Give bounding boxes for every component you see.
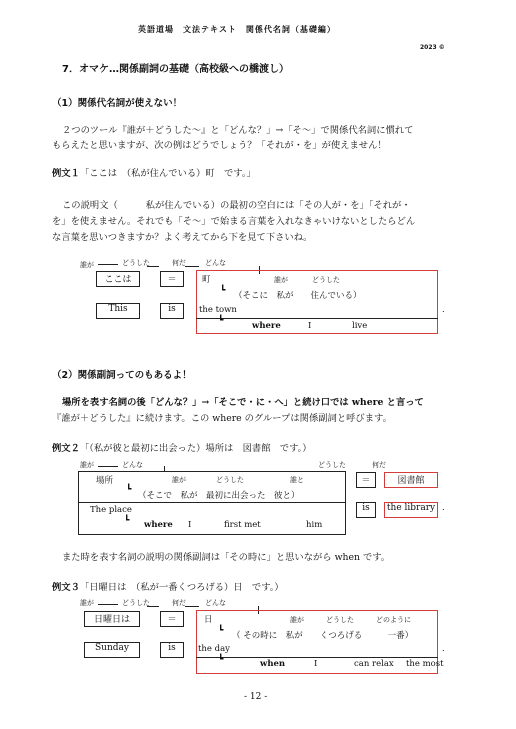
example1-heading xyxy=(52,165,256,179)
label-what: 何だ xyxy=(372,461,386,469)
period: . xyxy=(442,644,445,654)
corner-mark: ┗ xyxy=(218,655,224,665)
example3-heading xyxy=(52,579,284,593)
jp-clause: （そこに 私が 住んでいる） xyxy=(234,291,362,301)
sub-label-did: どうした xyxy=(216,476,244,484)
sub-label-who: 誰が xyxy=(172,476,186,484)
en-noun: the day xyxy=(198,644,230,654)
label-did: どうした xyxy=(318,461,346,469)
en-relative-word: when xyxy=(260,659,286,669)
label-who: 誰が xyxy=(80,599,94,607)
label-how: どんな xyxy=(205,259,226,267)
sub-label-who: 誰が xyxy=(290,616,304,624)
example1-label: 例文１ xyxy=(52,168,80,179)
label-what: 何だ xyxy=(172,599,186,607)
corner-mark: ┗ xyxy=(218,626,224,636)
corner-mark: ┗ xyxy=(126,485,132,495)
label-how: どんな xyxy=(122,461,143,469)
explanation-line2: を」を使えません。それでも「そ～」で始まる言葉を入れなきゃいけないとしたらどん xyxy=(52,216,416,227)
en-verb-box: is xyxy=(160,303,184,319)
en-relative-word: where xyxy=(252,321,281,331)
explanation-line1: この説明文（ 私が住んでいる）の最初の空白には「その人が・を」「それが・ xyxy=(62,200,411,211)
part1-paragraph-line2: もらえたと思いますが、次の例はどうでしょう？「それが・を」が使えません！ xyxy=(52,140,387,151)
example2-text: 「（私が彼と最初に出会った）場所は 図書館 です。） xyxy=(79,443,312,454)
en-word: him xyxy=(306,520,323,530)
label-who: 誰が xyxy=(80,261,94,269)
en-noun: the town xyxy=(199,305,237,315)
jp-clause: （ その時に 私が くつろげる 一番） xyxy=(232,631,414,641)
example1-text: 「ここは （私が住んでいる）町 です。」 xyxy=(79,168,256,179)
sub-label-with: 誰と xyxy=(290,476,304,484)
label-did: どうした xyxy=(122,259,150,267)
label-did: どうした xyxy=(122,599,150,607)
part2-paragraph-line2: 『誰が＋どうした』に続けます。この where のグループは関係副詞と呼びます。 xyxy=(52,413,392,424)
jp-noun: 場所 xyxy=(96,476,114,486)
document-header: 英語道場 文法テキスト 関係代名詞（基礎編） xyxy=(138,25,336,34)
en-word: I xyxy=(188,520,192,530)
en-word: live xyxy=(352,321,368,331)
en-word: first met xyxy=(224,520,261,530)
example2-label: 例文２ xyxy=(52,443,80,454)
jp-equal-box: ＝ xyxy=(160,271,184,287)
en-word: the most xyxy=(406,659,444,669)
page-number: - 12 - xyxy=(244,692,268,702)
jp-subject-box: 日曜日は xyxy=(84,611,140,627)
jp-pred-box: 図書館 xyxy=(384,472,438,488)
part1-paragraph-line1: ２つのツール『誰が＋どうした～』と「どんな？」→「そ～」で関係代名詞に慣れて xyxy=(62,125,414,136)
jp-equal-box: ＝ xyxy=(356,472,376,488)
jp-equal-box: ＝ xyxy=(160,611,184,627)
en-pred-box: the library xyxy=(384,502,438,518)
en-verb-box: is xyxy=(356,502,376,518)
explanation-line3: な言葉を思いつきますか？よく考えてから下を見て下さいね。 xyxy=(52,232,313,243)
example3-label: 例文３ xyxy=(52,582,80,593)
sub-label-who: 誰が xyxy=(274,276,288,284)
jp-noun: 町 xyxy=(202,275,211,285)
example3-text: 「日曜日は （私が一番くつろげる）日 です。） xyxy=(79,582,284,593)
copyright-year: 2023 © xyxy=(420,44,445,51)
en-subject-box: Sunday xyxy=(84,642,140,658)
part2-paragraph-line1: 場所を表す名詞の後「どんな？」→「そこで・に・へ」と続け口では where と言って xyxy=(62,397,424,408)
example2-heading xyxy=(52,440,312,454)
corner-mark: ┗ xyxy=(124,516,130,526)
jp-noun: 日 xyxy=(204,615,213,625)
en-noun: The place xyxy=(90,505,132,515)
part2-after-text: また時を表す名詞の説明の関係副詞は「その時に」と思いながら when です。 xyxy=(62,552,391,563)
section-title: 7．オマケ…関係副詞の基礎（高校級への橋渡し） xyxy=(62,64,289,75)
jp-subject-box: ここは xyxy=(96,271,140,287)
jp-clause: （そこで 私が 最初に出会った 彼と） xyxy=(138,491,300,501)
label-what: 何だ xyxy=(172,259,186,267)
en-verb-box: is xyxy=(160,642,184,658)
sub-label-did: どうした xyxy=(312,276,340,284)
sub-label-manner: どのように xyxy=(376,616,411,624)
en-word: I xyxy=(308,321,312,331)
en-relative-word: where xyxy=(144,520,173,530)
label-how: どんな xyxy=(205,599,226,607)
corner-mark: ┗ xyxy=(220,286,226,296)
period: . xyxy=(442,503,445,513)
sub-label-did: どうした xyxy=(326,616,354,624)
label-who: 誰が xyxy=(80,461,94,469)
part2-title: （2）関係副詞ってのもあるよ！ xyxy=(52,370,192,381)
part1-title: （1）関係代名詞が使えない！ xyxy=(52,98,183,109)
en-word: I xyxy=(314,659,318,669)
period: . xyxy=(442,305,445,315)
en-subject-box: This xyxy=(96,303,140,319)
en-word: can relax xyxy=(354,659,394,669)
corner-mark: ┗ xyxy=(218,316,224,326)
